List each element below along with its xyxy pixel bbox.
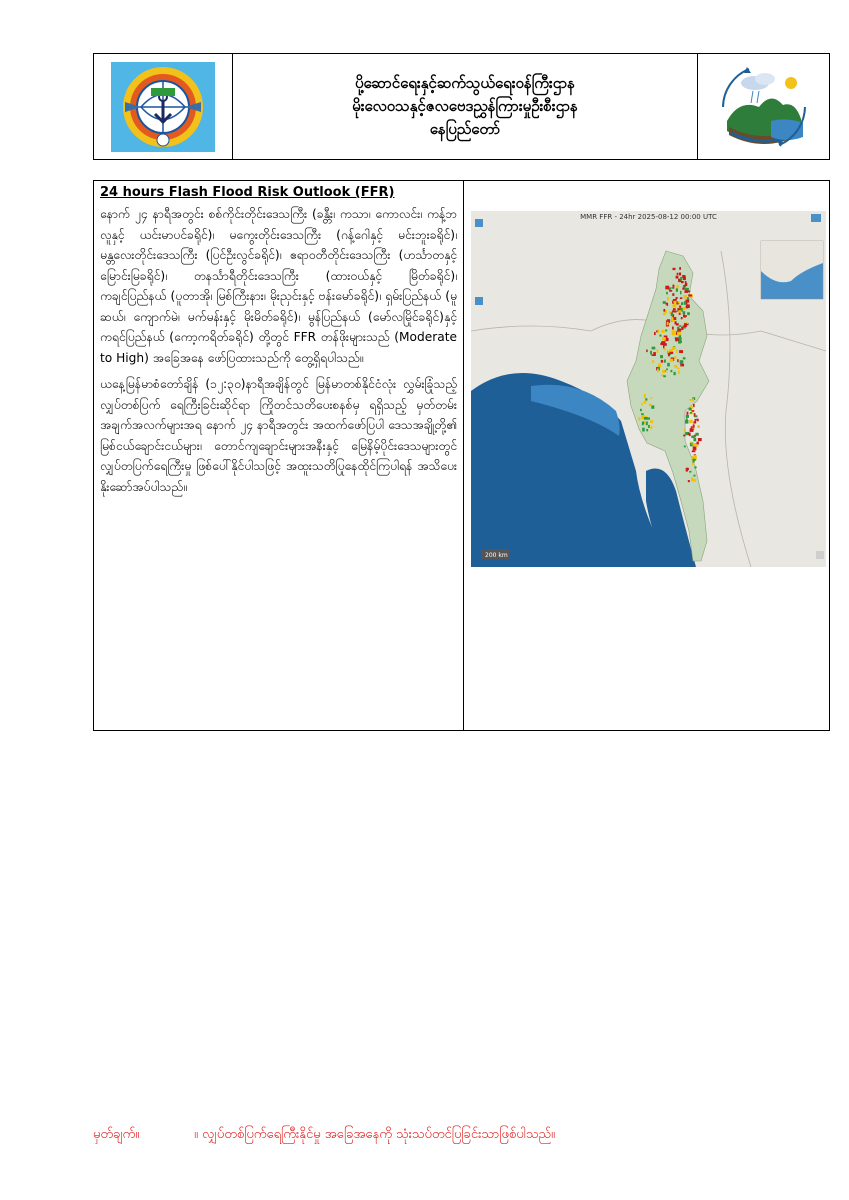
risk-cell <box>652 347 656 350</box>
risk-cell <box>674 317 677 320</box>
risk-cell <box>674 301 677 304</box>
risk-cell <box>690 443 692 446</box>
risk-cell <box>686 306 689 309</box>
risk-cell <box>663 375 666 377</box>
risk-cell <box>690 412 692 414</box>
risk-cell <box>673 299 676 301</box>
department-name: မိုးလေဝသနှင့်ဇလဗေဒညွှန်ကြားမှုဦးစီးဌာန <box>352 97 578 115</box>
risk-cell <box>679 267 681 270</box>
risk-cell <box>682 288 684 290</box>
risk-cell <box>663 345 665 348</box>
risk-cell <box>676 288 678 291</box>
risk-cell <box>646 429 648 431</box>
risk-cell <box>695 415 698 417</box>
risk-cell <box>680 364 684 367</box>
risk-cell <box>684 315 687 317</box>
risk-cell <box>688 433 690 435</box>
risk-cell <box>680 297 682 299</box>
risk-cell <box>641 413 644 415</box>
risk-cell <box>683 357 686 359</box>
risk-cell <box>642 428 645 432</box>
risk-cell <box>681 317 683 319</box>
risk-cell <box>695 420 697 424</box>
ffr-map-graphic <box>471 211 826 567</box>
note-label: မှတ်ချက်။ <box>93 1127 140 1142</box>
advisory-paragraph: ယနေ့မြန်မာစံတော်ချိန် (၁၂:၃၀)နာရီအချိန်တွင် မြန်မာတစ်နိုင်ငံလုံး လွှမ်းခြုံသည့် လျှပ်တစ်ပြက် ရေကြီးခြင်းဆိုင်ရာ ကြိုတင်သတိပေးစနစ်မှ ရရှိသည့် မှတ်တမ်းအချက်အလက်များအရ နောက် ၂၄ နာရီအတွင်း အထက်ဖော်ပြပါ ဒေသအချို့တို့၏ မြစ်ငယ်ချောင်းငယ်များ၊ တောင်ကျချောင်းများအနီးနှင့် မြေနိမ့်ပိုင်းဒေသများတွင် လျှပ်တပြက်ရေကြီးမှု ဖြစ်ပေါ်နိုင်ပါသဖြင့် အထူးသတိပြုနေထိုင်ကြပါရန် အသိပေးနိုးဆော်အပ်ပါသည်။ <box>100 377 457 494</box>
risk-cell <box>680 291 682 295</box>
risk-cell <box>675 321 677 324</box>
city-name: နေပြည်တော် <box>429 120 501 138</box>
risk-cell <box>674 311 677 313</box>
risk-cell <box>692 410 695 412</box>
risk-cell <box>667 303 669 306</box>
left-logo-cell <box>94 54 233 159</box>
risk-cell <box>680 360 684 364</box>
risk-cell <box>659 335 661 337</box>
risk-cell <box>672 331 676 335</box>
risk-cell <box>644 417 648 420</box>
risk-cell <box>664 361 666 363</box>
risk-cell <box>678 310 681 312</box>
info-button <box>816 551 824 559</box>
risk-cell <box>666 292 668 295</box>
risk-cell <box>676 285 678 288</box>
risk-cell <box>697 425 700 428</box>
risk-cell <box>683 311 686 314</box>
risk-cell <box>689 399 692 401</box>
risk-cell <box>695 433 698 436</box>
risk-cell <box>672 305 676 308</box>
risk-cell <box>685 283 687 286</box>
bulletin-title: 24 hours Flash Flood Risk Outlook (FFR) <box>100 185 395 200</box>
risk-cell <box>649 403 651 406</box>
risk-cell <box>688 291 691 293</box>
risk-cell <box>669 352 673 354</box>
risk-cell <box>691 477 693 481</box>
risk-cell <box>644 394 646 398</box>
risk-cell <box>684 429 686 432</box>
risk-cell <box>681 327 683 331</box>
risk-cell <box>644 401 647 404</box>
risk-cell <box>677 359 679 362</box>
risk-cell <box>684 323 687 327</box>
risk-cell <box>688 294 692 296</box>
risk-cell <box>660 355 663 358</box>
risk-cell <box>650 420 653 423</box>
risk-cell <box>692 450 696 452</box>
ffr-map <box>471 211 826 567</box>
risk-cell <box>686 415 689 418</box>
department-emblem-icon <box>111 62 215 152</box>
risk-cell <box>651 405 654 408</box>
scale-label: 200 km <box>485 552 508 559</box>
risk-cell <box>692 407 694 409</box>
risk-cell <box>641 403 643 406</box>
risk-cell <box>678 341 682 343</box>
risk-cell <box>683 295 687 298</box>
map-cell <box>464 181 829 730</box>
risk-cell <box>663 301 666 304</box>
risk-cell <box>651 426 653 429</box>
risk-cell <box>693 424 695 427</box>
risk-cell <box>688 480 690 482</box>
risk-cell <box>679 306 681 308</box>
risk-cell <box>684 301 686 305</box>
risk-cell <box>667 363 670 367</box>
risk-cell <box>650 351 652 355</box>
risk-cell <box>683 307 686 310</box>
risk-cell <box>695 445 699 447</box>
risk-cell <box>672 347 675 350</box>
risk-cell <box>658 364 661 368</box>
risk-cell <box>687 299 689 302</box>
risk-cell <box>689 408 692 410</box>
risk-cell <box>640 409 642 411</box>
risk-cell <box>673 268 676 270</box>
risk-cell <box>689 420 693 424</box>
risk-cell <box>678 371 680 375</box>
risk-cell <box>679 273 681 276</box>
risk-cell <box>645 398 647 400</box>
risk-cell <box>671 287 673 289</box>
risk-cell <box>669 290 672 292</box>
risk-cell <box>693 475 695 477</box>
risk-cell <box>674 365 677 368</box>
risk-cell <box>654 332 656 335</box>
risk-cell <box>697 419 699 422</box>
right-logo-cell <box>698 54 829 159</box>
risk-cell <box>676 350 678 354</box>
risk-cell <box>662 341 666 343</box>
risk-cell <box>692 398 694 402</box>
risk-cell <box>687 297 689 299</box>
risk-cell <box>668 353 670 356</box>
risk-cell <box>672 327 674 330</box>
risk-cell <box>670 359 674 362</box>
risk-cell <box>695 419 698 421</box>
risk-cell <box>673 308 676 310</box>
risk-cell <box>686 418 688 420</box>
risk-cell <box>683 435 685 437</box>
hydrology-cycle-icon <box>709 61 819 153</box>
risk-cell <box>680 277 682 281</box>
letterhead <box>93 53 830 160</box>
risk-cell <box>682 275 685 278</box>
risk-cell <box>657 349 659 353</box>
risk-cell <box>686 468 689 470</box>
ministry-name: ပို့ဆောင်ရေးနှင့်ဆက်သွယ်ရေးဝန်ကြီးဌာန <box>355 74 575 92</box>
risk-cell <box>677 327 679 329</box>
risk-cell <box>665 371 667 373</box>
risk-cell <box>658 329 660 332</box>
letterhead-title <box>233 54 698 159</box>
risk-cell <box>662 337 666 340</box>
risk-cell <box>689 471 691 473</box>
risk-cell <box>667 297 669 301</box>
risk-cell <box>662 370 665 373</box>
risk-cell <box>684 290 688 293</box>
risk-cell <box>671 312 673 316</box>
bulletin-table <box>93 180 830 731</box>
risk-cell <box>648 425 650 428</box>
note-message: ။ လျှပ်တစ်ပြက်ရေကြီးနိုင်မှု အခြေအနေကို သုံးသပ်တင်ပြခြင်းသာဖြစ်ပါသည်။ <box>194 1127 555 1142</box>
risk-cell <box>642 422 644 425</box>
risk-cell <box>646 350 648 353</box>
risk-cell <box>651 397 653 399</box>
risk-cell <box>665 286 669 290</box>
risk-cell <box>657 369 659 373</box>
risk-cell <box>691 436 694 439</box>
risk-cell <box>667 322 669 326</box>
risk-cell <box>687 312 690 315</box>
risk-cell <box>679 350 683 353</box>
risk-cell <box>681 302 683 305</box>
risk-cell <box>698 438 702 441</box>
risk-cell <box>672 293 674 296</box>
risk-cell <box>690 428 694 432</box>
map-caption: MMR FFR - 24hr 2025-08-12 00:00 UTC <box>580 213 717 221</box>
risk-cell <box>677 332 681 335</box>
risk-cell <box>694 466 696 468</box>
risk-cell <box>684 446 686 448</box>
risk-cell <box>692 463 695 465</box>
risk-cell <box>675 299 677 301</box>
risk-cell <box>674 372 676 375</box>
risk-cell <box>671 370 673 372</box>
zoom-out-button <box>475 297 483 305</box>
risk-cell <box>648 418 650 420</box>
risk-cell <box>652 360 654 363</box>
risk-cell <box>694 438 697 442</box>
risk-cell <box>693 446 697 450</box>
risk-cell <box>665 330 667 332</box>
risk-cell <box>677 273 679 275</box>
risk-cell <box>693 455 697 459</box>
risk-cell <box>675 356 677 359</box>
risk-cell <box>663 309 665 312</box>
risk-cell <box>693 459 695 463</box>
risk-cell <box>678 301 680 303</box>
risk-cell <box>662 330 665 333</box>
risk-cell <box>677 368 679 370</box>
risk-cell <box>679 313 681 315</box>
risk-cell <box>676 276 679 279</box>
risk-cell <box>687 412 689 415</box>
risk-summary-paragraph: နောက် ၂၄ နာရီအတွင်း စစ်ကိုင်းတိုင်းဒေသကြီး (ခန္တီး၊ ကသာ၊ ကောလင်း၊ ကန့်ဘလူနှင့် ယင်းမာပင်ခရိုင်)၊ မကွေးတိုင်းဒေသကြီး (ဂန့်ဂေါနှင့် မင်းဘူးခရိုင်)၊ မန္တလေးတိုင်းဒေသကြီး (ပြင်ဦးလွင်ခရိုင်)၊ ဧရာဝတီတိုင်းဒေသကြီး (ဟင်္သာတနှင့် မြောင်းမြခရိုင်)၊ တနင်္သာရီတိုင်းဒေသကြီး (ထားဝယ်နှင့် မြိတ်ခရိုင်)၊ ကချင်ပြည်နယ် (ပူတာအို၊ မြစ်ကြီးနား၊ မိုးညှင်းနှင့် ဗန်းမော်ခရိုင်)၊ ရှမ်းပြည်နယ် (မူဆယ်၊ ကျောက်မဲ၊ မက်မန်းနှင့် မိုးမိတ်ခရိုင်)၊ မွန်ပြည်နယ် (မော်လမြိုင်ခရိုင်)နှင့် ကရင်ပြည်နယ် (ကော့ကရိတ်ခရိုင်) တို့တွင် FFR တန်ဖိုးများသည် (Moderate to High) အခြေအနေ ဖော်ပြထားသည်ကို တွေ့ရှိရပါသည်။ <box>100 207 457 365</box>
risk-cell <box>675 338 679 341</box>
risk-cell <box>693 479 696 482</box>
risk-cell <box>666 368 668 370</box>
risk-cell <box>638 417 640 420</box>
risk-cell <box>663 349 666 351</box>
bulletin-text-cell <box>94 181 464 730</box>
risk-cell <box>661 360 663 363</box>
risk-cell <box>679 325 681 327</box>
risk-cell <box>653 352 656 356</box>
risk-cell <box>697 442 699 445</box>
